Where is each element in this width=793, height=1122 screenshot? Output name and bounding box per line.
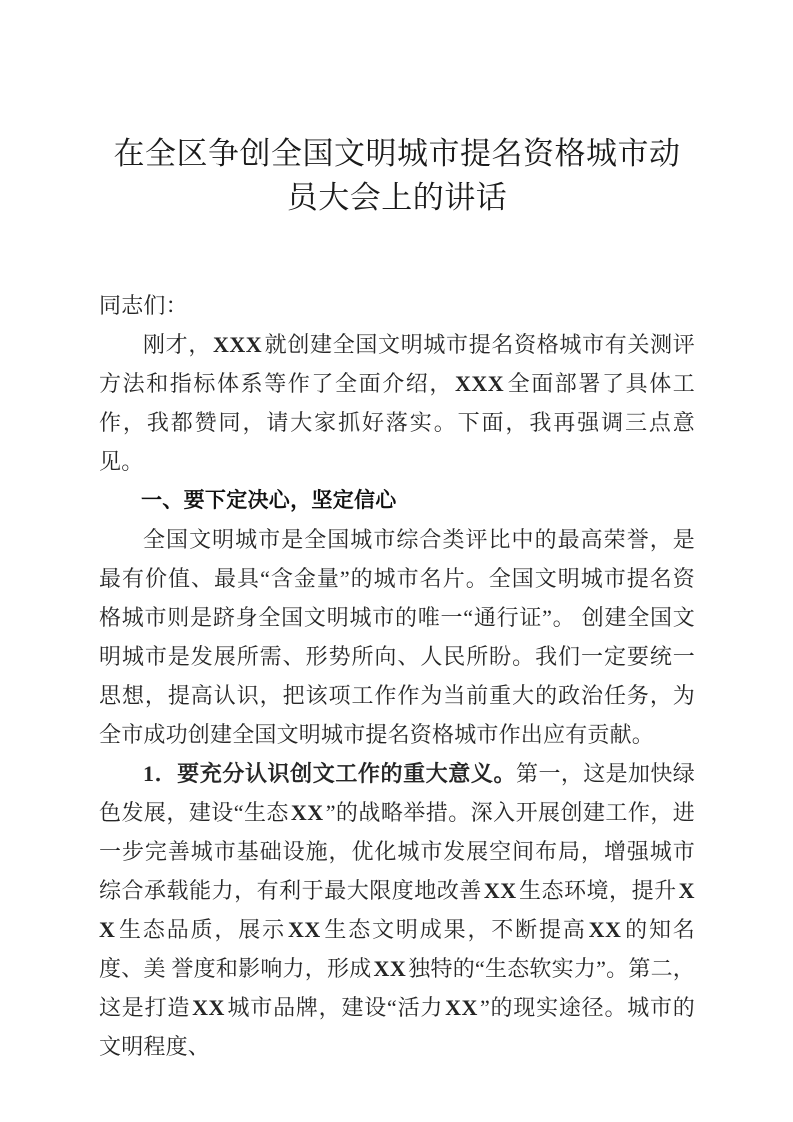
text-run: 就创建全国文明城市提名资格城市有关测评方法和指标体系等作了全面介绍， xyxy=(99,332,695,396)
text-run: 第一，这是加快绿色发展，建设“生态 xyxy=(99,761,695,825)
salutation: 同志们： xyxy=(99,293,188,318)
text-run: 独特的“生态软实力”。第二，这是打造 xyxy=(99,956,695,1020)
placeholder-token: XX xyxy=(588,917,622,942)
placeholder-token: XX xyxy=(99,878,695,942)
text-run: 生态环境，提升 xyxy=(518,878,677,903)
placeholder-token: XX xyxy=(483,878,517,903)
placeholder-token: XXX xyxy=(455,371,505,396)
text-run: ”的现实途径。城市的文明程度、 xyxy=(99,995,696,1059)
placeholder-token: XXX xyxy=(213,332,263,357)
text-run: 全面部署了具体工作，我都赞同，请大家抓好落实。下面，我再强调三点意见。 xyxy=(99,371,695,474)
paragraph-intro xyxy=(99,325,695,481)
text-run: 城市品牌，建设“活力 xyxy=(226,995,444,1020)
placeholder-token: XX xyxy=(373,956,407,981)
paragraph-lead-in: 1．要充分认识创文工作的重大意义。 xyxy=(143,761,517,786)
text-run: 全国文明城市是全国城市综合类评比中的最高荣誉，是最有价值、最具“含金量”的城市名片。全国文明城市提名资格城市则是跻身全国文明城市的唯一“通行证”。 创建全国文明城市是发展所需、形势所向、人民所盼。我们一定要统一思想，提高认识，把该项工作作为当前重大的政治任务，为全市成功创建全国文明城市提名资格城市作出应有贡献。 xyxy=(99,527,695,747)
placeholder-token: XX xyxy=(192,995,225,1020)
document-title: 在全区争创全国文明城市提名资格城市动员大会上的讲话 xyxy=(113,136,681,215)
page-content xyxy=(99,0,695,1066)
paragraph-item-one xyxy=(99,754,695,1066)
text-run: 生态品质，展示 xyxy=(117,917,286,942)
text-run: 的知名度、美 誉度和影响力，形成 xyxy=(99,917,695,981)
paragraph-section-one-body xyxy=(99,520,695,754)
placeholder-token: XX xyxy=(445,995,478,1020)
text-run: 刚才， xyxy=(143,332,212,357)
text-run: 生态文明成果，不断提高 xyxy=(322,917,587,942)
section-heading-one: 一、要下定决心，坚定信心 xyxy=(141,488,397,512)
text-run: ”的战略举措。深入开展创建工作，进一步完善城市基础设施，优化城市发展空间布局，增强城市综合承载能力，有利于最大限度地改善 xyxy=(99,800,695,903)
placeholder-token: XX xyxy=(290,800,324,825)
placeholder-token: XX xyxy=(287,917,321,942)
